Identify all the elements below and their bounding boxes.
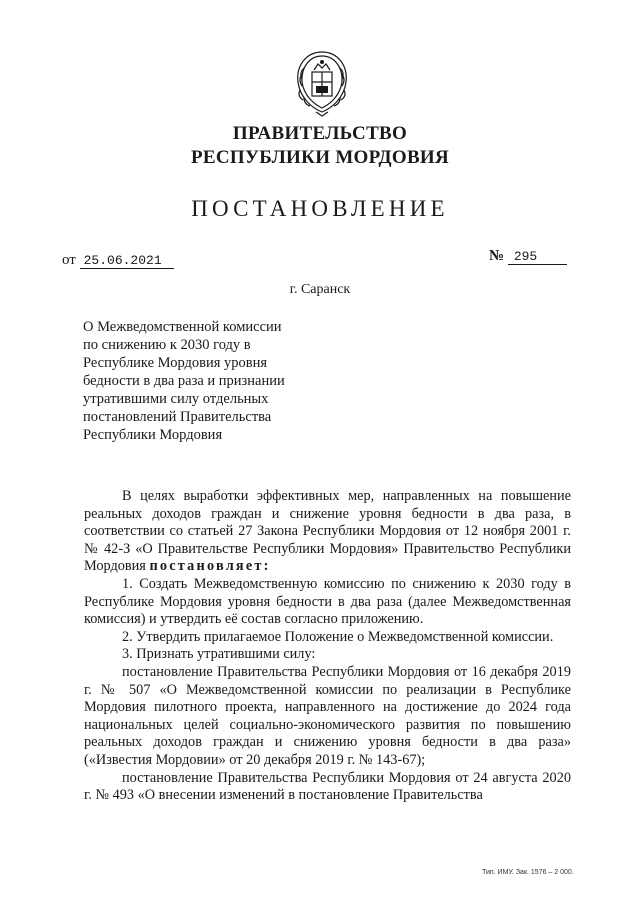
body-intro-paragraph (84, 488, 571, 576)
subject-line: утратившими силу отдельных (83, 391, 269, 407)
subject-line: бедности в два раза и признании (83, 373, 285, 389)
item-1-paragraph: 1. Создать Межведомственную комиссию по снижению к 2030 году в Республике Мордовия уровня бедности в два раза (далее Межведомственная комиссия) и утвердить её состав согласно приложению. (84, 575, 571, 628)
decree-number (489, 248, 567, 265)
government-title-line1: ПРАВИТЕЛЬСТВО (232, 123, 408, 144)
decree-word: постановляет: (149, 558, 271, 575)
subject-line: Республике Мордовия уровня (83, 355, 268, 371)
date-prefix: от (62, 252, 76, 268)
decree-body (84, 488, 571, 805)
subject-line: О Межведомственной комиссии (83, 319, 282, 335)
decree-date (62, 252, 174, 269)
number-prefix: № (489, 248, 505, 264)
city-line: г. Саранск (289, 282, 351, 297)
item-3b-paragraph: постановление Правительства Республики Мордовия от 24 августа 2020 г. № 493 «О внесении изменений в постановление Правительства (84, 769, 571, 804)
intro-text: В целях выработки эффективных мер, направленных на повышение реальных доходов граждан и снижение уровня бедности в два раза, в соответствии со статьей 27 Закона Республики Мордовия от 12 ноября 2001 г. № 42-З «О Правительстве Республики Мордовия» Правительство Республики Мордовия (84, 488, 571, 575)
decree-subject (83, 318, 307, 444)
item-3-paragraph: 3. Признать утратившими силу: (122, 646, 316, 663)
document-type-title: ПОСТАНОВЛЕНИЕ (191, 196, 449, 221)
item-2-paragraph: 2. Утвердить прилагаемое Положение о Межведомственной комиссии. (122, 628, 554, 645)
item-3a-paragraph: постановление Правительства Республики Мордовия от 16 декабря 2019 г. № 507 «О Межведомственной комиссии по реализации в Республике Мордовия пилотного проекта, направленного на достижение до 2024 года национальных целей социально-экономического развития по повышению реальных доходов граждан и снижению уровня бедности в два раза» («Известия Мордовии» от 20 декабря 2019 г. № 143-67); (84, 663, 571, 768)
print-mark: Тип. ИМУ. Зак. 1576 – 2 000. (482, 869, 574, 876)
government-title-line2: РЕСПУБЛИКИ МОРДОВИЯ (190, 147, 450, 168)
coat-of-arms-icon (290, 46, 354, 118)
number-value: 295 (508, 249, 567, 265)
subject-line: постановлений Правительства (83, 409, 272, 425)
subject-line: Республики Мордовия (83, 427, 223, 443)
subject-line: по снижению к 2030 году в (83, 337, 251, 353)
date-value: 25.06.2021 (80, 253, 174, 269)
